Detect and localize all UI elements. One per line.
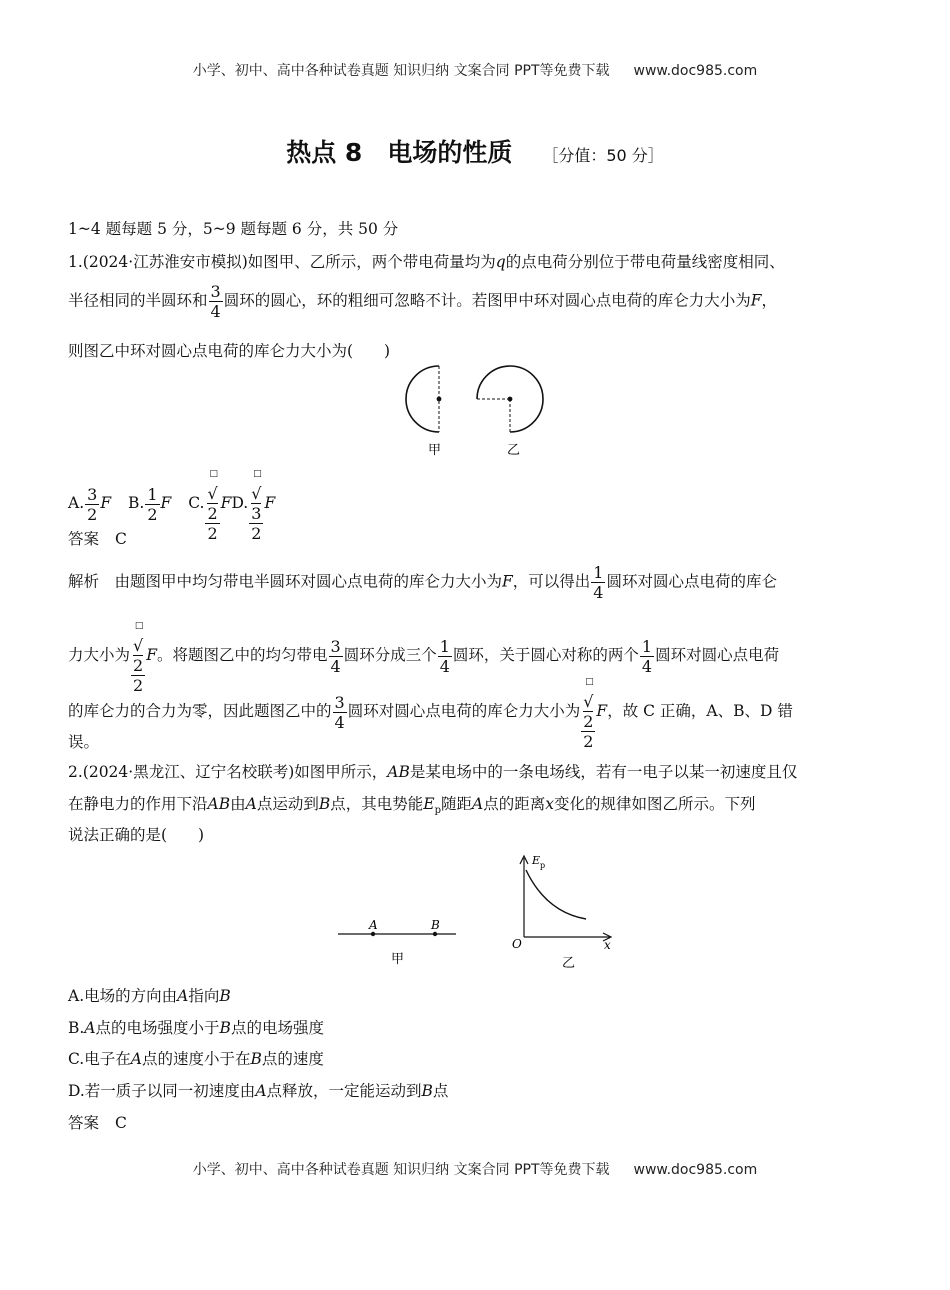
var-f: F xyxy=(596,702,608,720)
page-footer xyxy=(0,1159,950,1179)
page-header xyxy=(0,60,950,80)
option-c[interactable]: C. □ √ 2 2 F xyxy=(188,494,231,512)
point-charge-jia xyxy=(437,397,442,402)
frac-num: 2 xyxy=(133,656,144,675)
frac-num: 1 xyxy=(641,636,653,656)
var-a: A xyxy=(255,1082,267,1100)
point-a xyxy=(371,932,375,936)
header-text: 小学、初中、高中各种试卷真题 知识归纳 文案合同 PPT等免费下载 xyxy=(192,63,610,79)
q1-text: ， xyxy=(761,291,777,310)
frac-den: 2 xyxy=(251,524,262,543)
q2-option-b[interactable] xyxy=(68,1016,324,1038)
option-a[interactable] xyxy=(68,484,112,524)
q2-text: 变化的规律如图乙所示。下列 xyxy=(553,795,756,813)
option-text: C.电子在 xyxy=(68,1050,131,1068)
answer-label: 答案 xyxy=(68,530,100,548)
q2-option-d[interactable] xyxy=(68,1079,448,1101)
var-a: A xyxy=(130,1050,142,1068)
var-a: A xyxy=(472,795,484,813)
frac-num: 1 xyxy=(439,636,450,656)
q2-line2 xyxy=(68,792,755,816)
score-intro: 1~4 题每题 5 分，5~9 题每题 6 分，共 50 分 xyxy=(68,220,399,238)
frac-den: 4 xyxy=(439,656,450,676)
q2-text: 由 xyxy=(230,795,246,813)
x-axis-label: x xyxy=(604,938,611,952)
frac-num: 3 xyxy=(334,692,345,712)
option-var: F xyxy=(160,494,172,512)
var-b: B xyxy=(318,795,331,813)
analysis-text: 圆环对圆心点电荷的库仑 xyxy=(606,572,777,591)
var-f: F xyxy=(502,572,513,591)
analysis-text: 。将题图乙中的均匀带电 xyxy=(156,646,328,664)
frac-den: 4 xyxy=(641,656,653,676)
point-b xyxy=(433,932,437,936)
q1-var-q: q xyxy=(495,253,506,271)
option-text: 点的电场强度 xyxy=(230,1019,324,1037)
frac-den: 2 xyxy=(147,504,158,524)
option-text: 点的速度 xyxy=(261,1050,324,1068)
q1-figure xyxy=(400,362,560,460)
analysis-line2: 力大小为 □ √ 2 2 F。将题图乙中的均匀带电 $\frac{3}{4}$ 圆环分成三个 $\frac{1}{4}$ 圆环，关于圆心对称的两个 $\frac{1}{4}$ 圆环对圆心点电荷 xyxy=(68,617,779,695)
analysis-text: 圆环对圆心点电荷 xyxy=(655,646,780,664)
q2-text: 点运动到 xyxy=(256,795,319,813)
q1-answer xyxy=(68,527,127,549)
frac-den: 2 xyxy=(133,676,144,695)
analysis-text: 圆环，关于圆心对称的两个 xyxy=(452,646,639,664)
label-a: A xyxy=(369,918,378,932)
q2-line1 xyxy=(68,760,797,782)
option-var: F xyxy=(100,494,112,512)
var-b: B xyxy=(250,1050,262,1068)
var-ep-sub: p xyxy=(434,805,441,817)
option-text: 点 xyxy=(432,1082,449,1100)
option-text: B. xyxy=(68,1019,85,1037)
option-key: A. xyxy=(68,494,85,512)
ep-axis-sub: p xyxy=(540,861,546,870)
answer-value: C xyxy=(115,1114,127,1132)
frac-num: 1 xyxy=(147,484,158,504)
half-ring xyxy=(406,366,439,432)
option-text: 点的电场强度小于 xyxy=(95,1019,220,1037)
fig-label-yi: 乙 xyxy=(562,956,576,970)
q1-var-f: F xyxy=(750,291,762,310)
frac-num: 3 xyxy=(251,504,262,523)
footer-text: 小学、初中、高中各种试卷真题 知识归纳 文案合同 PPT等免费下载 xyxy=(192,1162,610,1178)
title-main: 热点 8 电场的性质 xyxy=(286,138,513,167)
frac-den: 2 xyxy=(583,732,594,751)
q1-text: 半径相同的半圆环和 xyxy=(68,291,208,310)
frac-den: 4 xyxy=(330,656,341,676)
var-a: A xyxy=(84,1019,96,1037)
q2-answer xyxy=(68,1111,127,1133)
frac-num: 3 xyxy=(210,282,221,301)
option-d[interactable]: D. □ √ 3 2 F xyxy=(231,494,275,512)
ep-axis-label: E xyxy=(532,854,541,867)
page-title xyxy=(0,133,950,169)
q2-text: 点的距离 xyxy=(483,795,546,813)
option-key: D. xyxy=(231,494,249,512)
ep-curve xyxy=(526,870,586,919)
q1-line3: 则图乙中环对圆心点电荷的库仑力大小为( ) xyxy=(68,342,391,360)
q1-text: 圆环的圆心，环的粗细可忽略不计。若图甲中环对圆心点电荷的库仑力大小为 xyxy=(223,291,751,310)
analysis-line1 xyxy=(68,563,777,602)
option-text: D.若一质子以同一初速度由 xyxy=(68,1082,256,1100)
point-charge-yi xyxy=(508,397,513,402)
answer-value: C xyxy=(115,530,127,548)
q1-text: 的点电荷分别位于带电荷量线密度相同、 xyxy=(505,253,785,271)
option-text: A.电场的方向由 xyxy=(68,987,178,1005)
q2-text: 是某电场中的一条电场线，若有一电子以某一初速度且仅 xyxy=(409,763,798,781)
frac-num: 3 xyxy=(87,484,98,504)
option-var: F xyxy=(220,494,232,512)
analysis-text: 圆环分成三个 xyxy=(343,646,437,664)
frac-num: 2 xyxy=(583,712,594,731)
var-b: B xyxy=(219,987,231,1005)
frac-den: 2 xyxy=(207,524,218,543)
frac-num: 3 xyxy=(330,636,341,656)
option-text: 点的速度小于在 xyxy=(141,1050,251,1068)
frac-num: 2 xyxy=(207,504,218,523)
analysis-text: 力大小为 xyxy=(68,646,131,664)
fig-label-yi: 乙 xyxy=(507,443,521,458)
q1-line2 xyxy=(68,282,777,321)
frac-den: 2 xyxy=(87,504,98,524)
q2-text: 2.(2024·黑龙江、辽宁名校联考)如图甲所示， xyxy=(68,763,388,781)
q1-line1 xyxy=(68,250,785,272)
analysis-text: 的库仑力的合力为零，因此题图乙中的 xyxy=(68,702,332,720)
frac-num: 1 xyxy=(593,563,604,582)
frac-den: 4 xyxy=(210,302,221,321)
fraction-3-4 xyxy=(209,282,223,321)
var-ab: AB xyxy=(207,795,231,813)
footer-site: www.doc985.com xyxy=(633,1162,758,1178)
var-a: A xyxy=(177,987,189,1005)
frac-den: 4 xyxy=(334,712,345,732)
q2-text: 点，其电势能 xyxy=(330,795,424,813)
title-score: ［分值：50 分］ xyxy=(542,146,664,165)
origin-label: O xyxy=(512,937,522,951)
q1-text: 1.(2024·江苏淮安市模拟)如图甲、乙所示，两个带电荷量均为 xyxy=(68,253,496,271)
var-ab: AB xyxy=(387,763,410,781)
frac-den: 4 xyxy=(593,583,604,602)
option-var: F xyxy=(264,494,276,512)
option-key: C. xyxy=(188,494,205,512)
q2-line3: 说法正确的是( ) xyxy=(68,826,205,844)
q2-text: 随距 xyxy=(440,795,472,813)
analysis-text: ，可以得出 xyxy=(512,572,591,591)
analysis-text: 解析 由题图甲中均匀带电半圆环对圆心点电荷的库仑力大小为 xyxy=(68,572,503,591)
label-b: B xyxy=(431,918,440,932)
var-x: x xyxy=(545,795,554,813)
var-ep: E xyxy=(423,795,435,813)
analysis-text: ，故 C 正确，A、B、D 错 xyxy=(607,702,793,720)
header-site: www.doc985.com xyxy=(633,63,758,79)
analysis-line3: 的库仑力的合力为零，因此题图乙中的 $\frac{3}{4}$ 圆环对圆心点电荷的库仑力大小为 □ √ 2 2 F，故 C 正确，A、B、D 错 xyxy=(68,673,793,751)
analysis-line4: 误。 xyxy=(68,733,100,751)
option-key: B. xyxy=(128,494,145,512)
q2-option-c[interactable] xyxy=(68,1047,324,1069)
var-a: A xyxy=(245,795,257,813)
fig-label-jia: 甲 xyxy=(391,952,405,967)
q2-figure xyxy=(330,852,630,970)
var-b: B xyxy=(219,1019,231,1037)
analysis-text: 圆环对圆心点电荷的库仑力大小为 xyxy=(347,702,581,720)
answer-label: 答案 xyxy=(68,1114,100,1132)
option-b[interactable] xyxy=(128,484,172,524)
q2-text: 在静电力的作用下沿 xyxy=(68,795,208,813)
q2-option-a[interactable] xyxy=(68,984,231,1006)
var-f: F xyxy=(146,646,157,664)
option-text: 指向 xyxy=(188,987,220,1005)
fig-label-jia: 甲 xyxy=(428,443,442,458)
var-b: B xyxy=(421,1082,433,1100)
option-text: 点释放，一定能运动到 xyxy=(266,1082,422,1100)
